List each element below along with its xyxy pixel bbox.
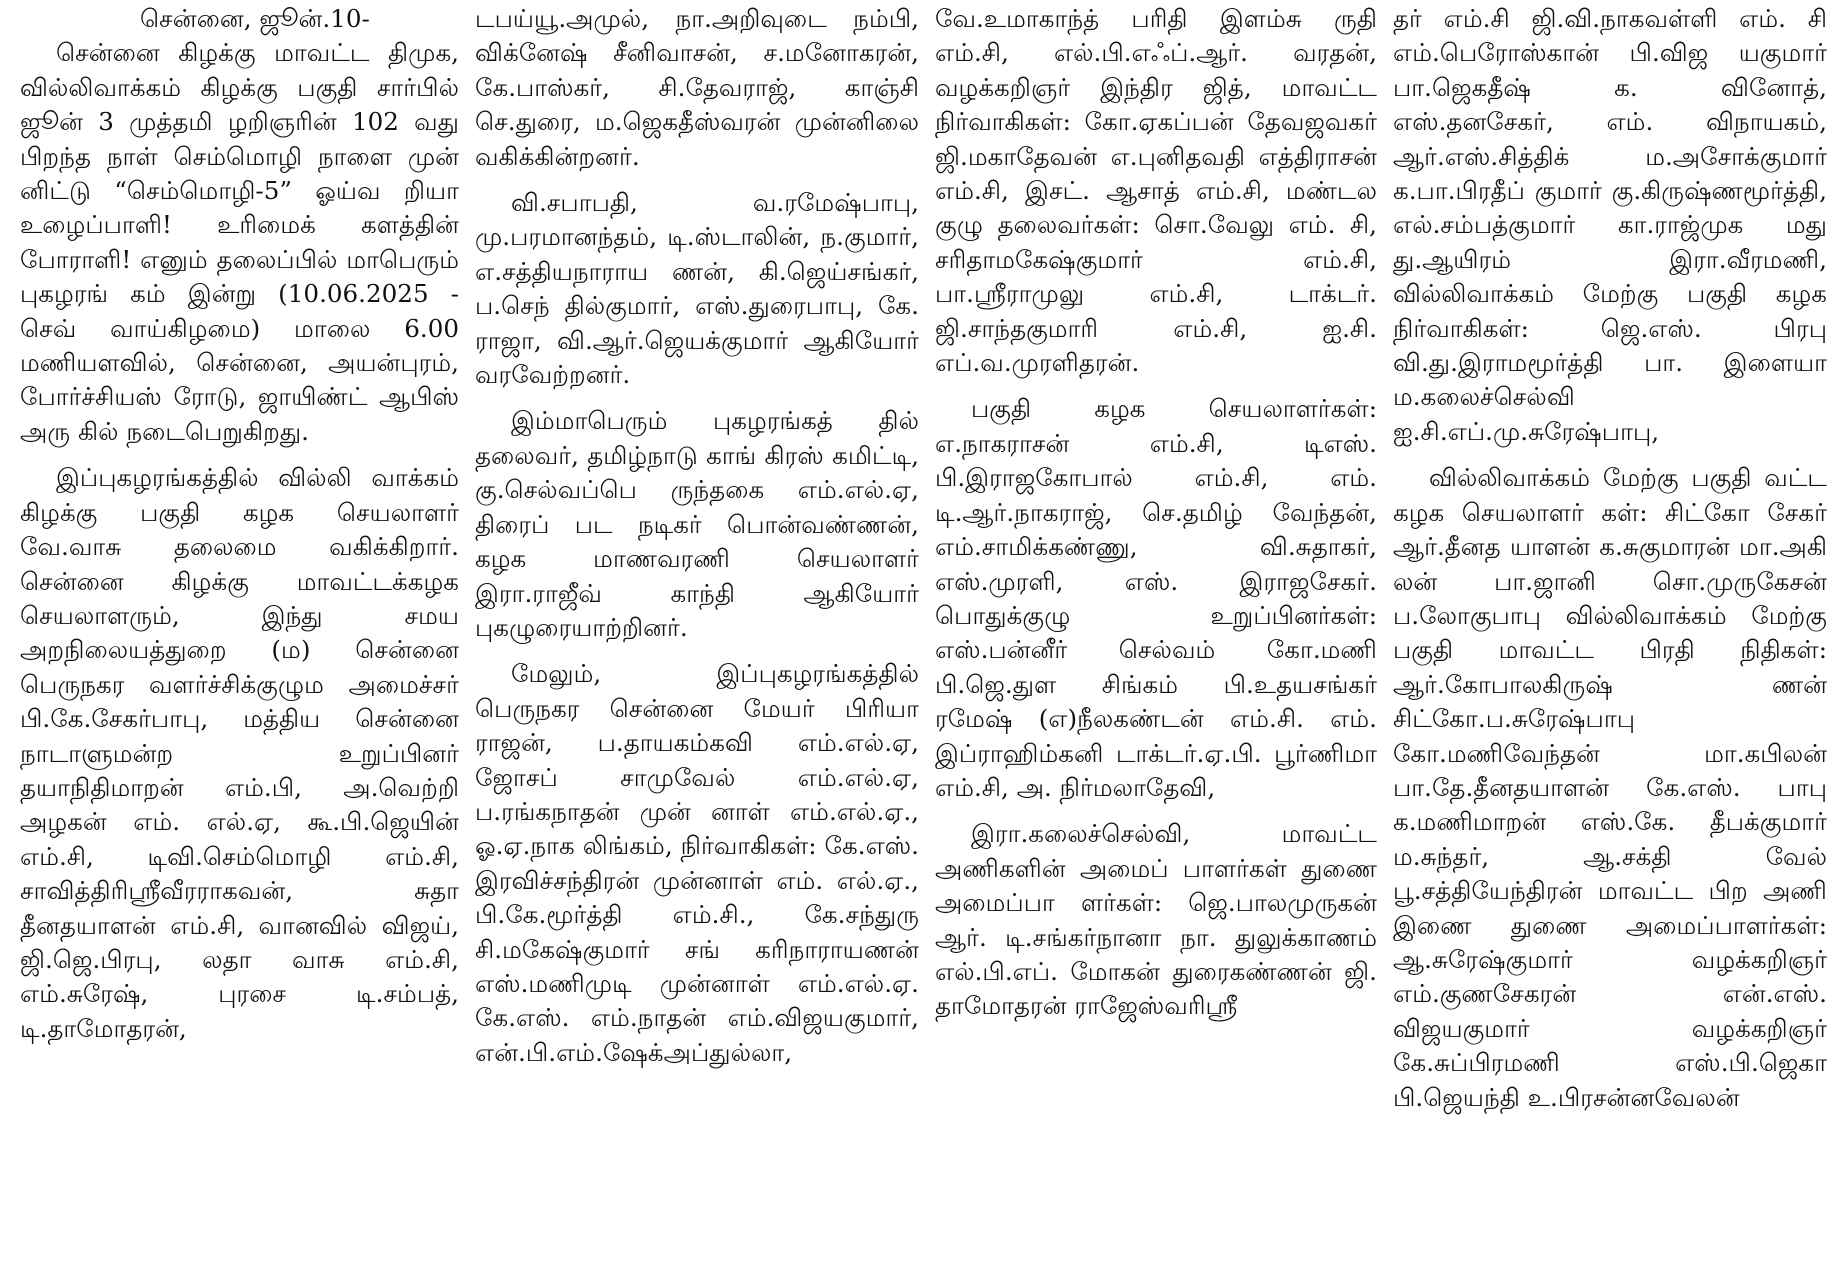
article-column-1 bbox=[10, 2, 465, 1286]
article-paragraph: வே.உமாகாந்த் பரிதி இளம்சு ருதி எம்.சி, எல்.பி.எஃப்.ஆர். வரதன், வழக்கறிஞர் இந்திர ஜித், மாவட்ட நிர்வாகிகள்: கோ.ஏகப்பன் தேவஜவகர் ஜி.மகாதேவன் எ.புனிதவதி எத்திராசன் எம்.சி, இசட். ஆசாத் எம்.சி, மண்டல குழு தலைவர்கள்: சொ.வேலு எம். சி, சரிதாமகேஷ்குமார் எம்.சி, பா.ஸ்ரீராமுலு எம்.சி, டாக்டர். ஜி.சாந்தகுமாரி எம்.சி, ஐ.சி. எப்.வ.முரளிதரன். bbox=[935, 4, 1377, 378]
dateline: சென்னை, ஜூன்.10- bbox=[140, 4, 370, 33]
article-paragraph: இரா.கலைச்செல்வி, மாவட்ட அணிகளின் அமைப் பாளர்கள் துணை அமைப்பா ளர்கள்: ஜெ.பாலமுருகன் ஆர். டி.சங்கர்நானா நா. துலுக்காணம் எல்.பி.எப். மோகன் துரைகண்ணன் ஜி. தாமோதரன் ராஜேஸ்வரிஸ்ரீ bbox=[935, 819, 1377, 1021]
article-paragraph: வில்லிவாக்கம் மேற்கு பகுதி வட்ட கழக செயலாளர் கள்: சிட்கோ சேகர் ஆர்.தீனத யாளன் க.சுகுமாரன் மா.அகி லன் பா.ஜானி சொ.முருகேசன் ப.லோகுபாபு வில்லிவாக்கம் மேற்கு பகுதி மாவட்ட பிரதி நிதிகள்: ஆர்.கோபாலகிருஷ் ணன் சிட்கோ.ப.சுரேஷ்பாபு கோ.மணிவேந்தன் மா.கபிலன் பா.தே.தீனதயாளன் கே.எஸ். பாபு க.மணிமாறன் எஸ்.கே. தீபக்குமார் ம.சுந்தர், ஆ.சக்தி வேல் பூ.சத்தியேந்திரன் மாவட்ட பிற அணி இணை துணை அமைப்பாளர்கள்: ஆ.சுரேஷ்குமார் வழக்கறிஞர் எம்.குணசேகரன் என்.எஸ். விஜயகுமார் வழக்கறிஞர் கே.சுப்பிரமணி எஸ்.பி.ஜெகா பி.ஜெயந்தி உ.பிரசன்னவேலன் bbox=[1393, 463, 1827, 1112]
article-paragraph: இப்புகழரங்கத்தில் வில்லி வாக்கம் கிழக்கு பகுதி கழக செயலாளர் வே.வாசு தலைமை வகிக்கிறார். சென்னை கிழக்கு மாவட்டக்கழக செயலாளரும், இந்து சமய அறநிலையத்துறை (ம) சென்னை பெருநகர வளர்ச்சிக்குழும அமைச்சர் பி.கே.சேகர்பாபு, மத்திய சென்னை நாடாளுமன்ற உறுப்பினர் தயாநிதிமாறன் எம்.பி, அ.வெற்றி அழகன் எம். எல்.ஏ, கூ.பி.ஜெயின் எம்.சி, டிவி.செம்மொழி எம்.சி, சாவித்திரிஸ்ரீவீரராகவன், சுதா தீனதயாளன் எம்.சி, வானவில் விஜய், ஜி.ஜெ.பிரபு, லதா வாசு எம்.சி, எம்.சுரேஷ், புரசை டி.சம்பத், டி.தாமோதரன், bbox=[20, 463, 459, 1043]
article-paragraph: டபய்யூ.அமுல், நா.அறிவுடை நம்பி, விக்னேஷ் சீனிவாசன், ச.மனோகரன், கே.பாஸ்கர், சி.தேவராஜ், காஞ்சி செ.துரை, ம.ஜெகதீஸ்வரன் முன்னிலை வகிக்கின்றனர். bbox=[475, 4, 919, 171]
article-paragraph: மேலும், இப்புகழரங்கத்தில் பெருநகர சென்னை மேயர் பிரியா ராஜன், ப.தாயகம்கவி எம்.எல்.ஏ, ஜோசப் சாமுவேல் எம்.எல்.ஏ, ப.ரங்கநாதன் முன் னாள் எம்.எல்.ஏ., ஓ.ஏ.நாக லிங்கம், நிர்வாகிகள்: கே.எஸ். இரவிச்சந்திரன் முன்னாள் எம். எல்.ஏ., பி.கே.மூர்த்தி எம்.சி., கே.சந்துரு சி.மகேஷ்குமார் சங் கரிநாராயணன் எஸ்.மணிமுடி முன்னாள் எம்.எல்.ஏ. கே.எஸ். எம்.நாதன் எம்.விஜயகுமார், என்.பி.எம்.ஷேக்அப்துல்லா, bbox=[475, 659, 919, 1067]
lead-paragraph: சென்னை கிழக்கு மாவட்ட திமுக, வில்லிவாக்கம் கிழக்கு பகுதி சார்பில் ஜூன் 3 முத்தமி ழறிஞரின் 102 வது பிறந்த நாள் செம்மொழி நாளை முன் னிட்டு “செம்மொழி-5” ஓய்வ றியா உழைப்பாளி! உரிமைக் களத்தின் போராளி! எனும் தலைப்பில் மாபெரும் புகழரங் கம் இன்று (10.06.2025 - செவ் வாய்கிழமை) மாலை 6.00 மணியளவில், சென்னை, அயன்புரம், போர்ச்சியஸ் ரோடு, ஜாயிண்ட் ஆபிஸ் அரு கில் நடைபெறுகிறது. bbox=[20, 38, 459, 446]
article-column-2 bbox=[465, 2, 925, 1286]
article-paragraph: வி.சபாபதி, வ.ரமேஷ்பாபு, மு.பரமானந்தம், டி.ஸ்டாலின், ந.குமார், எ.சத்தியநாராய ணன், கி.ஜெய்சங்கர், ப.செந் தில்குமார், எஸ்.துரைபாபு, கே. ராஜா, வி.ஆர்.ஜெயக்குமார் ஆகியோர் வரவேற்றனர். bbox=[475, 188, 919, 390]
article-paragraph: பகுதி கழக செயலாளர்கள்: எ.நாகராசன் எம்.சி, டிஎஸ். பி.இராஜகோபால் எம்.சி, எம். டி.ஆர்.நாகராஜ், செ.தமிழ் வேந்தன், எம்.சாமிக்கண்ணு, வி.சுதாகர், எஸ்.முரளி, எஸ். இராஜசேகர். பொதுக்குழு உறுப்பினர்கள்: எஸ்.பன்னீர் செல்வம் கோ.மணி பி.ஜெ.துள சிங்கம் பி.உதயசங்கர் ரமேஷ் (எ)நீலகண்டன் எம்.சி. எம். இப்ராஹிம்கனி டாக்டர்.ஏ.பி. பூர்ணிமா எம்.சி, அ. நிர்மலாதேவி, bbox=[935, 394, 1377, 802]
article-column-3 bbox=[925, 2, 1383, 1286]
article-column-4 bbox=[1383, 2, 1833, 1286]
article-paragraph: இம்மாபெரும் புகழரங்கத் தில் தலைவர், தமிழ்நாடு காங் கிரஸ் கமிட்டி, கு.செல்வப்பெ ருந்தகை எம்.எல்.ஏ, திரைப் பட நடிகர் பொன்வண்ணன், கழக மாணவரணி செயலாளர் இரா.ராஜீவ் காந்தி ஆகியோர் புகழுரையாற்றினர். bbox=[475, 406, 919, 642]
article-paragraph: தர் எம்.சி ஜி.வி.நாகவள்ளி எம். சி எம்.பெரோஸ்கான் பி.விஜ யகுமார் பா.ஜெகதீஷ் க. வினோத், எஸ்.தனசேகர், எம். விநாயகம், ஆர்.எஸ்.சித்திக் ம.அசோக்குமார் க.பா.பிரதீப் குமார் கு.கிருஷ்ணமூர்த்தி, எல்.சம்பத்குமார் கா.ராஜ்முக மது து.ஆயிரம் இரா.வீரமணி, வில்லிவாக்கம் மேற்கு பகுதி கழக நிர்வாகிகள்: ஜெ.எஸ். பிரபு வி.து.இராமமூர்த்தி பா. இளையா ம.கலைச்செல்வி ஐ.சி.எப்.மு.சுரேஷ்பாபு, bbox=[1393, 4, 1827, 446]
